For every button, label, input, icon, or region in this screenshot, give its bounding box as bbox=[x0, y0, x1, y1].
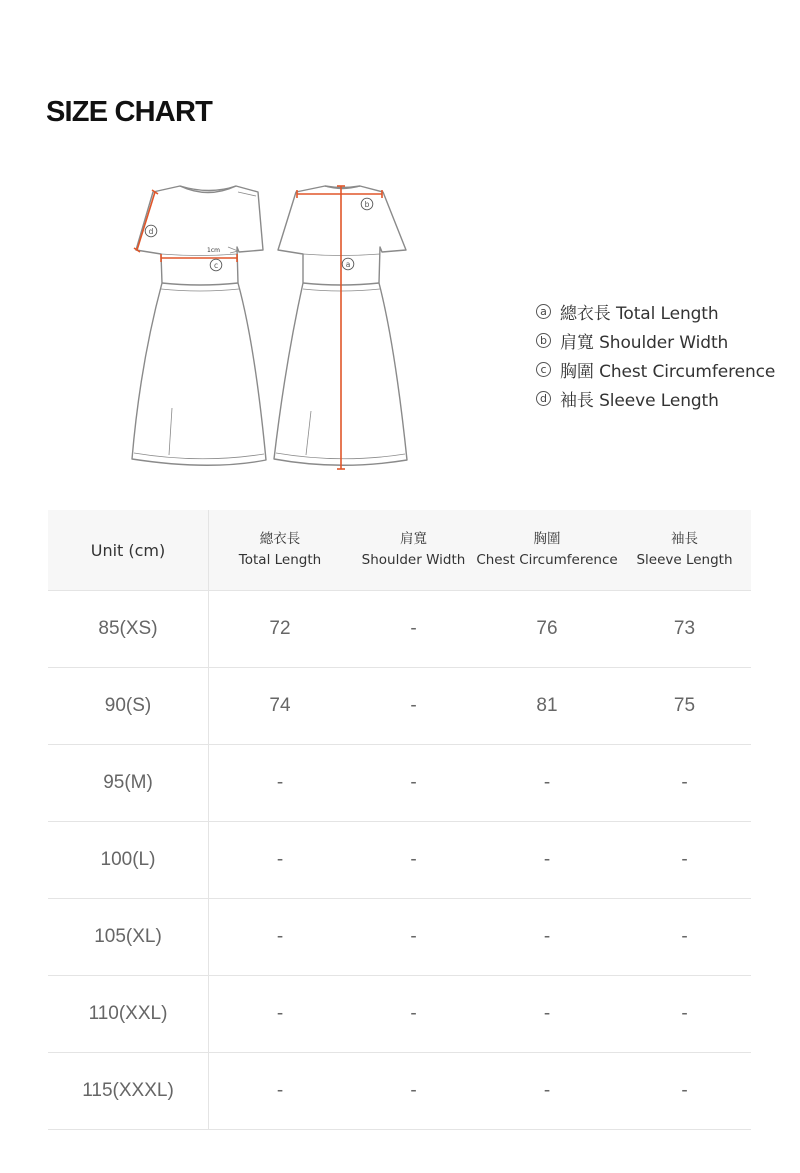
legend-label: 胸圍 Chest Circumference bbox=[560, 362, 776, 382]
table-row bbox=[48, 822, 751, 899]
value-cell: - bbox=[681, 1080, 688, 1101]
value-cell: - bbox=[276, 1003, 284, 1024]
value-cell: 75 bbox=[673, 695, 696, 716]
value-cell: - bbox=[276, 1080, 284, 1101]
table-row bbox=[48, 745, 751, 822]
table-header bbox=[48, 510, 751, 591]
value-cell: - bbox=[543, 849, 551, 870]
legend-label: 袖長 Sleeve Length bbox=[560, 391, 719, 411]
column-header-sleeve-length: 袖長 Sleeve Length bbox=[636, 531, 733, 568]
size-cell: 85(XS) bbox=[48, 591, 209, 667]
value-cell: 76 bbox=[536, 618, 558, 639]
circled-a-icon: a bbox=[536, 304, 551, 319]
legend-item-sleeve-length bbox=[536, 384, 775, 413]
size-cell: 105(XL) bbox=[48, 899, 209, 975]
value-cell: - bbox=[410, 926, 417, 947]
table-row bbox=[48, 591, 751, 668]
value-cell: - bbox=[681, 1003, 688, 1024]
value-cell: 72 bbox=[269, 618, 291, 639]
value-cell: - bbox=[410, 618, 417, 639]
value-cell: - bbox=[543, 926, 551, 947]
value-cell: - bbox=[276, 772, 284, 793]
table-row bbox=[48, 1053, 751, 1130]
svg-text:d: d bbox=[148, 226, 154, 236]
value-cell: - bbox=[410, 1080, 417, 1101]
unit-header: Unit (cm) bbox=[48, 510, 209, 590]
size-table bbox=[48, 510, 751, 1130]
legend-label: 總衣長 Total Length bbox=[560, 304, 719, 324]
svg-text:b: b bbox=[364, 199, 370, 209]
value-cell: 74 bbox=[269, 695, 291, 716]
value-cell: - bbox=[410, 772, 417, 793]
value-cell: - bbox=[410, 849, 417, 870]
marker-a bbox=[342, 258, 354, 270]
size-cell: 90(S) bbox=[48, 668, 209, 744]
size-cell: 95(M) bbox=[48, 745, 209, 821]
circled-b-icon: b bbox=[536, 333, 551, 348]
value-cell: - bbox=[276, 926, 284, 947]
marker-c bbox=[210, 259, 222, 271]
svg-text:a: a bbox=[345, 259, 351, 269]
size-cell: 110(XXL) bbox=[48, 976, 209, 1052]
size-cell: 115(XXXL) bbox=[48, 1053, 209, 1129]
legend-item-shoulder-width bbox=[536, 326, 775, 355]
value-cell: - bbox=[543, 772, 551, 793]
table-row bbox=[48, 976, 751, 1053]
value-cell: - bbox=[410, 695, 417, 716]
value-cell: - bbox=[681, 849, 688, 870]
value-cell: - bbox=[681, 926, 688, 947]
value-cell: - bbox=[543, 1080, 551, 1101]
circled-c-icon: c bbox=[536, 362, 551, 377]
page-title: SIZE CHART bbox=[46, 96, 213, 128]
value-cell: - bbox=[276, 849, 284, 870]
value-cell: 81 bbox=[536, 695, 558, 716]
legend-item-total-length bbox=[536, 297, 775, 326]
column-header-total-length: 總衣長 Total Length bbox=[238, 531, 322, 568]
column-header-chest-circumference: 胸圍 Chest Circumference bbox=[476, 531, 618, 568]
size-cell: 100(L) bbox=[48, 822, 209, 898]
circled-d-icon: d bbox=[536, 391, 551, 406]
value-cell: 73 bbox=[673, 618, 696, 639]
value-cell: - bbox=[681, 772, 688, 793]
marker-b bbox=[361, 198, 373, 210]
svg-text:1cm: 1cm bbox=[207, 247, 220, 254]
legend-label: 肩寬 Shoulder Width bbox=[560, 333, 729, 353]
column-header-shoulder-width: 肩寬 Shoulder Width bbox=[361, 531, 466, 568]
table-row bbox=[48, 668, 751, 745]
value-cell: - bbox=[410, 1003, 417, 1024]
svg-text:c: c bbox=[213, 260, 219, 270]
value-cell: - bbox=[543, 1003, 551, 1024]
table-row bbox=[48, 899, 751, 976]
legend-item-chest-circumference bbox=[536, 355, 775, 384]
marker-d bbox=[145, 225, 157, 237]
dress-illustration bbox=[120, 175, 420, 480]
measurement-legend bbox=[536, 297, 775, 413]
